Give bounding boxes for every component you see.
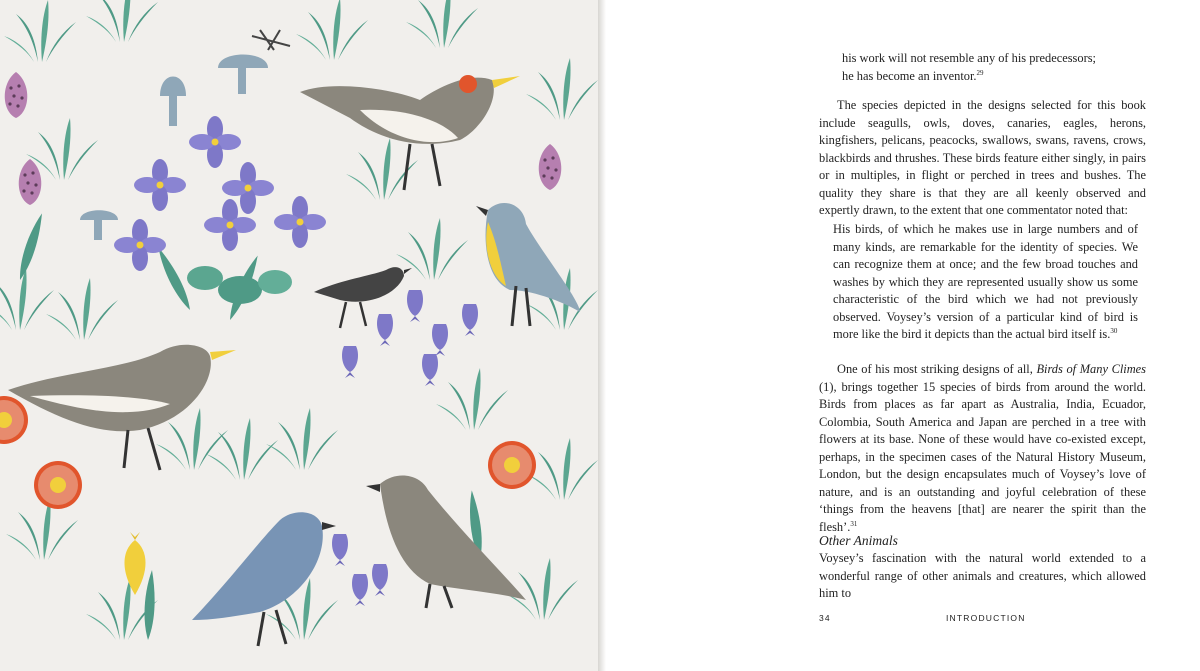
bird-flower-illustration: [0, 0, 598, 671]
mushrooms: [80, 55, 268, 241]
illustration-page: [0, 0, 598, 671]
page-number: 34: [819, 613, 831, 623]
paragraph-birds-of-many-climes: One of his most striking designs of all, Birds of Many Climes (1), brings together 15 species of birds from around the world. Birds from places as far apart as Australia, India, Ecuador, Colombia, South America and Japan are perched in a tree with flowers at its base. None of these would have co-existed except, perhaps, in the specimen cases of the Natural History Museum, London, but the design encapsulates much of Voysey’s love of nature, and is an outstanding and joyful celebration of these ‘things from the heavens [that] are nearer the spirit than the flesh’.$^{31}$: [819, 362, 1147, 534]
footnote-ref: 31: [850, 519, 858, 528]
block-quote: His birds, of which he makes use in large numbers and of many kinds, are remarkable for the identity of species. We can recognize them at once; and the few broad touches and washes by which they are represented usually show us some characteristic of the bird which we had not previously observed. Voysey’s version of a particular kind of bird is more like the bird it depicts than the actual bird itself is.$^{30}$: [833, 222, 1138, 341]
text-line: he has become an inventor.$^{29}$: [842, 68, 984, 83]
paragraph-other-animals: Voysey’s fascination with the natural world extended to a wonderful range of other animals and creatures, which allowed him to: [819, 551, 1146, 600]
paragraph-continued: [842, 50, 1146, 85]
footnote-ref: 29: [976, 68, 984, 77]
section-heading: Other Animals: [819, 533, 898, 548]
birds: [8, 30, 580, 646]
footnote-ref: 30: [1110, 326, 1118, 335]
design-title: Birds of Many Climes: [1036, 362, 1147, 376]
running-footer: INTRODUCTION: [946, 613, 1026, 623]
text-page: [606, 0, 1200, 671]
paragraph-species: The species depicted in the designs selected for this book include seagulls, owls, doves, canaries, eagles, herons, kingfishers, pelicans, peacocks, swallows, swans, ravens, crows, blackbirds and thrushes. These birds feature either singly, in pairs or in multiples, in flight or perched in trees and bushes. The quality they share is that they are all keenly observed and expertly drawn, to the extent that one commentator noted that:: [819, 98, 1146, 217]
text-line: his work will not resemble any of his predecessors;: [842, 51, 1096, 65]
gutter: [598, 0, 606, 671]
